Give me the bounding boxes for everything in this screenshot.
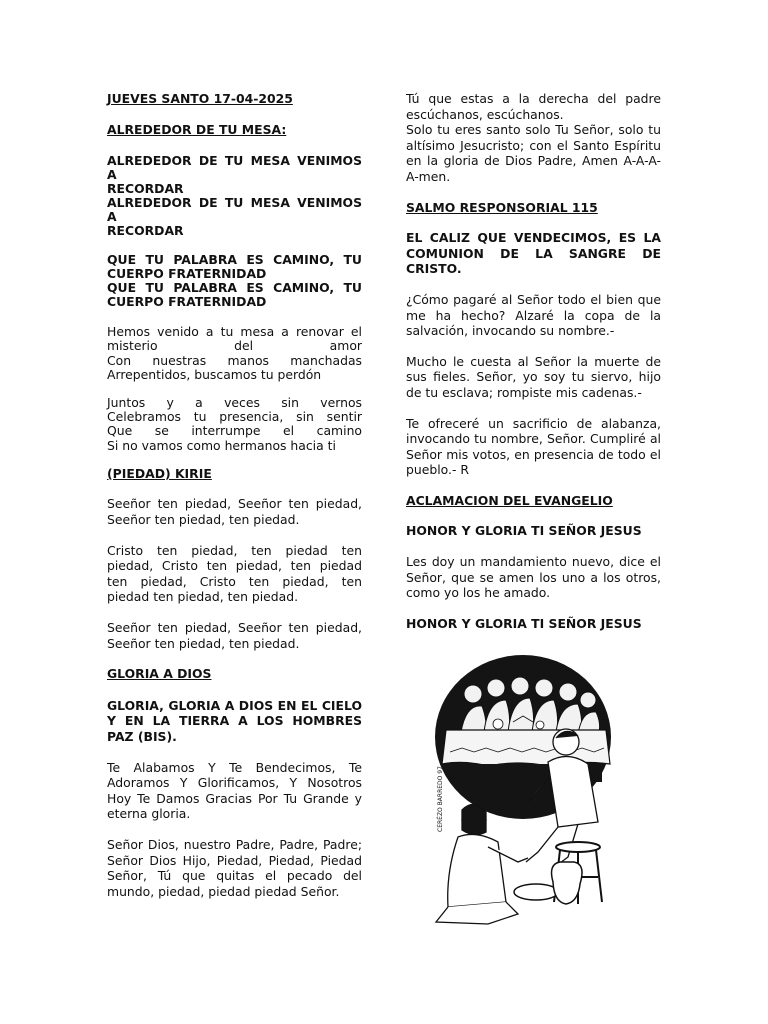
acclamation: HONOR Y GLORIA TI SEÑOR JESUS	[406, 615, 642, 631]
verse-line: Si no vamos como hermanos hacia ti	[107, 437, 336, 453]
chorus-line: QUE TU PALABRA ES CAMINO, TU	[107, 252, 362, 268]
left-column	[107, 91, 362, 899]
section-heading-alrededor: ALREDEDOR DE TU MESA:	[107, 121, 287, 137]
foot-washing-last-supper-illustration	[428, 652, 618, 937]
verse-line: Hemos venido a tu mesa a renovar el	[107, 324, 362, 340]
chorus-line: CUERPO FRATERNIDAD	[107, 266, 267, 282]
verse-line: Arrepentidos, buscamos tu perdón	[107, 366, 322, 382]
gospel-paragraph: Les doy un mandamiento nuevo, dice el Señor, que se amen los uno a los otros, como yo los he amado.	[406, 554, 661, 601]
gloria-paragraph: Señor Dios, nuestro Padre, Padre, Padre; Señor Dios Hijo, Piedad, Piedad, Piedad Señor, Tú que quitas el pecado del mundo, piedad, piedad piedad Señor.	[107, 836, 362, 899]
chorus-line: CUERPO FRATERNIDAD	[107, 294, 267, 310]
table-cloth	[442, 730, 610, 766]
illustration-svg	[428, 652, 618, 937]
basin	[514, 884, 558, 900]
acclamation: HONOR Y GLORIA TI SEÑOR JESUS	[406, 523, 642, 539]
verse-line: misterio del amor	[107, 338, 362, 354]
verse-1	[107, 325, 362, 382]
gloria-chorus: GLORIA, GLORIA A DIOS EN EL CIELO Y EN LA TIERRA A LOS HOMBRES PAZ (BIS).	[107, 697, 362, 744]
chorus-line: QUE TU PALABRA ES CAMINO, TU	[107, 280, 362, 296]
gloria-paragraph: Te Alabamos Y Te Bendecimos, Te Adoramos Y Glorificamos, Y Nosotros Hoy Te Damos Gracias Por Tu Grande y eterna gloria.	[107, 759, 362, 822]
right-column	[406, 91, 661, 631]
verse-line: Que se interrumpe el camino	[107, 423, 362, 439]
psalm-paragraph: Te ofreceré un sacrificio de alabanza, invocando tu nombre, Señor. Cumpliré al Señor mis votos, en presencia de todo el pueblo.- R	[406, 415, 661, 478]
psalm-response: EL CALIZ QUE VENDECIMOS, ES LA COMUNION DE LA SANGRE DE CRISTO.	[406, 230, 661, 277]
chorus-1	[107, 154, 362, 238]
section-heading-kirie: (PIEDAD) KIRIE	[107, 465, 212, 481]
artist-signature: CERÉZO BARREDO 97	[437, 766, 444, 832]
chorus-line: ALREDEDOR DE TU MESA VENIMOS A	[107, 153, 362, 183]
gloria-paragraph: Solo tu eres santo solo Tu Señor, solo tu altísimo Jesucristo; con el Santo Espíritu en la gloria de Dios Padre, Amen A-A-A-A-men.	[406, 122, 661, 184]
verse-line: Juntos y a veces sin vernos	[107, 395, 362, 410]
chorus-2	[107, 253, 362, 309]
section-heading-gloria: GLORIA A DIOS	[107, 666, 212, 682]
chorus-line: RECORDAR	[107, 181, 184, 197]
page-title: JUEVES SANTO 17-04-2025	[107, 91, 293, 106]
chorus-line: ALREDEDOR DE TU MESA VENIMOS A	[107, 195, 362, 225]
kirie-paragraph: Cristo ten piedad, ten piedad ten piedad, Cristo ten piedad, ten piedad ten piedad, Cristo ten piedad, ten piedad ten piedad, ten piedad.	[107, 542, 362, 605]
gloria-paragraph: Tú que estas a la derecha del padre escúchanos, escúchanos.	[406, 91, 661, 122]
verse-line: Celebramos tu presencia, sin sentir	[107, 409, 362, 425]
chorus-line: RECORDAR	[107, 223, 184, 239]
kirie-paragraph: Seeñor ten piedad, Seeñor ten piedad, Seeñor ten piedad, ten piedad.	[107, 496, 362, 527]
kneeling-jesus-figure	[436, 804, 528, 924]
section-heading-salmo: SALMO RESPONSORIAL 115	[406, 199, 598, 215]
psalm-paragraph: ¿Cómo pagaré al Señor todo el bien que me ha hecho? Alzaré la copa de la salvación, invocando su nombre.-	[406, 291, 661, 339]
psalm-paragraph: Mucho le cuesta al Señor la muerte de sus fieles. Señor, yo soy tu siervo, hijo de tu esclava; rompiste mis cadenas.-	[406, 353, 661, 400]
section-heading-aclamacion: ACLAMACION DEL EVANGELIO	[406, 492, 613, 508]
kirie-paragraph: Seeñor ten piedad, Seeñor ten piedad, Seeñor ten piedad, ten piedad.	[107, 619, 362, 651]
verse-line: Con nuestras manos manchadas	[107, 352, 362, 368]
verse-2	[107, 396, 362, 453]
